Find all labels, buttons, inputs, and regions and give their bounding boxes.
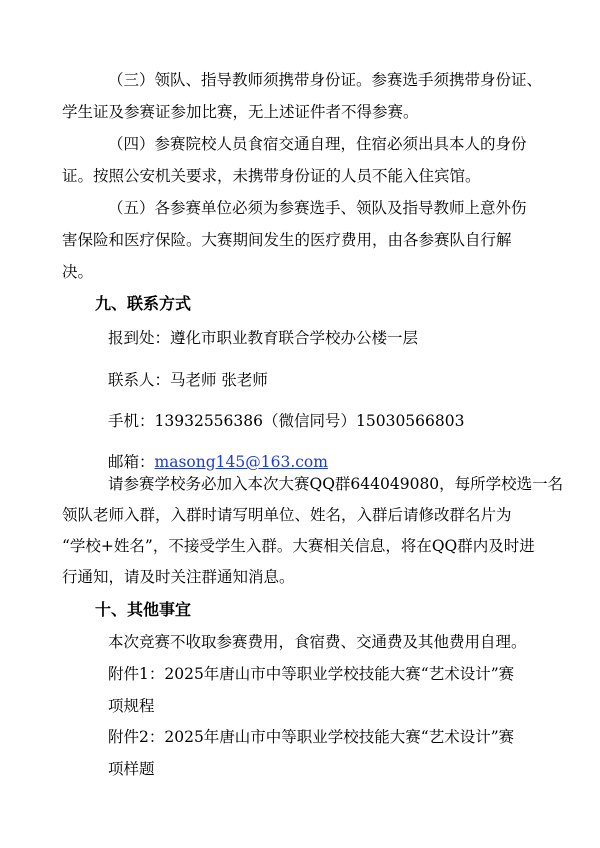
attachment-1-line-2: 项规程 — [108, 697, 155, 715]
fees-notice: 本次竞赛不收取参赛费用，食宿费、交通费及其他费用自理。 — [108, 633, 527, 651]
report-location: 报到处：遵化市职业教育联合学校办公楼一层 — [108, 329, 419, 347]
attachment-2-line-1: 附件2：2025年唐山市中等职业学校技能大赛“艺术设计”赛 — [108, 728, 515, 746]
qq-notice-line-1: 请参赛学校务必加入本次大赛QQ群644049080，每所学校选一名 — [108, 475, 564, 493]
phone-row — [108, 411, 356, 431]
phone-number-2: 15030566803 — [356, 412, 465, 430]
attachment-1-line-1: 附件1：2025年唐山市中等职业学校技能大赛“艺术设计”赛 — [108, 665, 515, 683]
phone-number-1: 13932556386（微信同号） — [154, 412, 356, 430]
qq-notice-line-4: 行通知，请及时关注群通知消息。 — [62, 568, 295, 586]
phone-label: 手机： — [108, 412, 155, 430]
item-3-line-2: 学生证及参赛证参加比赛，无上述证件者不得参赛。 — [62, 103, 419, 121]
qq-notice-line-2: 领队老师入群，入群时请写明单位、姓名，入群后请修改群名片为 — [62, 506, 512, 524]
attachment-2-line-2: 项样题 — [108, 760, 155, 778]
item-3-line-1: （三）领队、指导教师须携带身份证。参赛选手须携带身份证、 — [108, 71, 543, 89]
item-5-line-3: 决。 — [62, 263, 94, 281]
item-5-line-1: （五）各参赛单位必须为参赛选手、领队及指导教师上意外伤 — [108, 199, 527, 217]
qq-notice-line-3: “学校+姓名”，不接受学生入群。大赛相关信息，将在QQ群内及时进 — [62, 537, 535, 555]
item-4-line-1: （四）参赛院校人员食宿交通自理，住宿必须出具本人的身份 — [108, 135, 527, 153]
item-4-line-2: 证。按照公安机关要求，未携带身份证的人员不能入住宾馆。 — [62, 167, 481, 185]
email-row — [108, 452, 328, 472]
contact-persons: 联系人：马老师 张老师 — [108, 371, 268, 389]
email-label: 邮箱： — [108, 453, 155, 471]
section-9-heading: 九、联系方式 — [95, 294, 192, 313]
email-link[interactable]: masong145@163.com — [154, 453, 328, 471]
section-10-heading: 十、其他事宜 — [95, 600, 192, 619]
item-5-line-2: 害保险和医疗保险。大赛期间发生的医疗费用，由各参赛队自行解 — [62, 231, 512, 249]
